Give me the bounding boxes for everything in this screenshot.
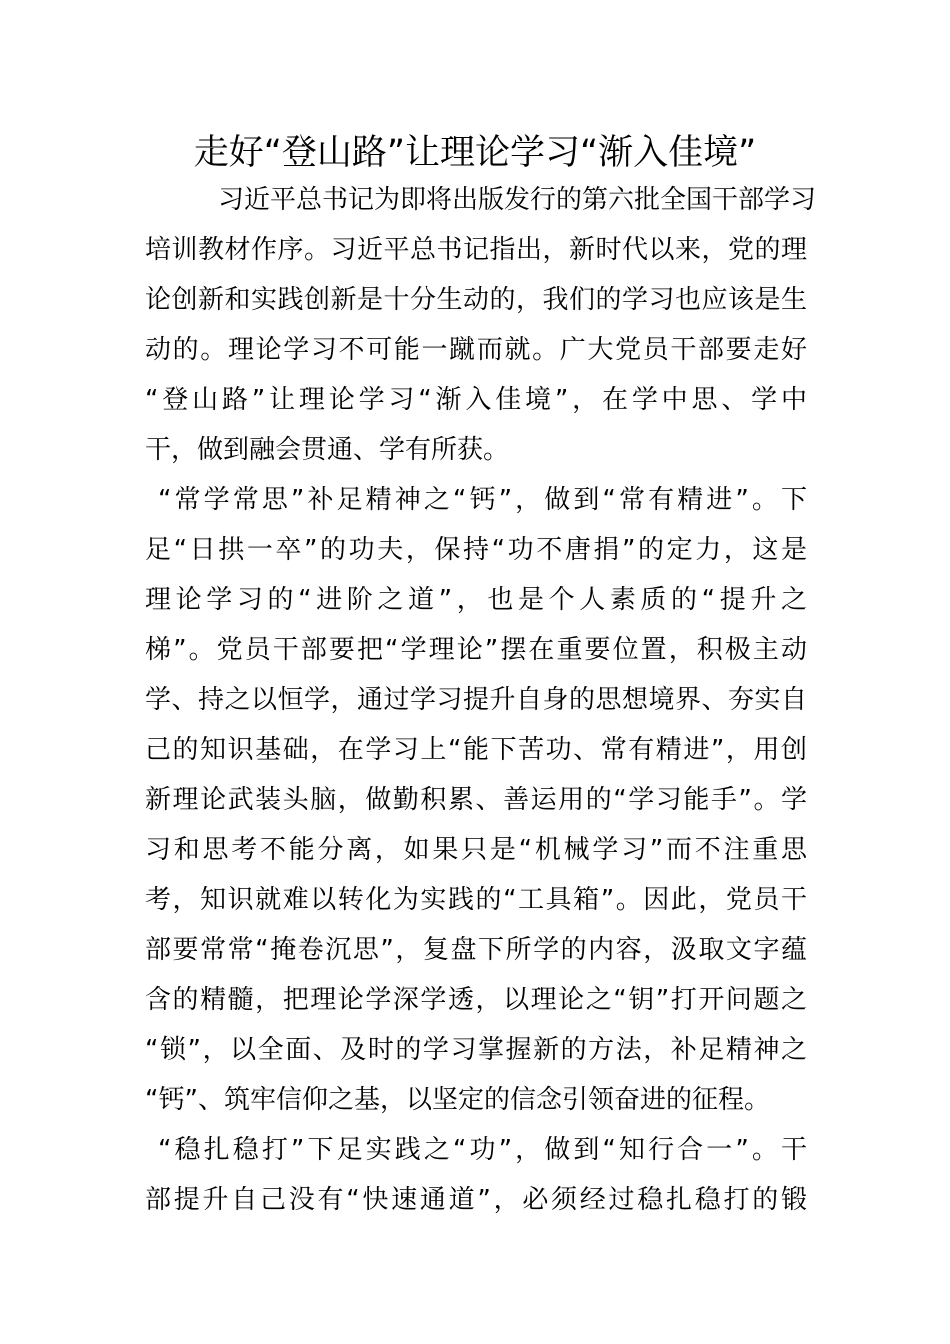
paragraph-1-line-3: 论创新和实践创新是十分生动的，我们的学习也应该是生 [145, 285, 807, 315]
paragraph-2-line-5: 学、持之以恒学，通过学习提升自身的思想境界、夯实自 [145, 685, 807, 715]
paragraph-3-line-2: 部提升自己没有“快速通道”，必须经过稳扎稳打的锻 [145, 1185, 807, 1215]
paragraph-2-line-10: 部要常常“掩卷沉思”，复盘下所学的内容，汲取文字蕴 [145, 935, 807, 965]
paragraph-1-line-5: “登山路”让理论学习“渐入佳境”，在学中思、学中 [145, 385, 807, 415]
paragraph-2-line-6: 己的知识基础，在学习上“能下苦功、常有精进”，用创 [145, 735, 807, 765]
paragraph-2-line-3: 理论学习的“进阶之道”，也是个人素质的“提升之 [145, 585, 807, 615]
paragraph-2-line-2: 足“日拱一卒”的功夫，保持“功不唐捐”的定力，这是 [145, 535, 807, 565]
article-title: 走好“登山路”让理论学习“渐入佳境” [193, 133, 757, 173]
paragraph-3-line-1: “稳扎稳打”下足实践之“功”，做到“知行合一”。干 [158, 1135, 807, 1165]
paragraph-1-line-4: 动的。理论学习不可能一蹴而就。广大党员干部要走好 [145, 335, 807, 365]
paragraph-1-line-2: 培训教材作序。习近平总书记指出，新时代以来，党的理 [145, 235, 807, 265]
paragraph-2-line-12: “锁”，以全面、及时的学习掌握新的方法，补足精神之 [145, 1035, 807, 1065]
paragraph-2-line-7: 新理论武装头脑，做勤积累、善运用的“学习能手”。学 [145, 785, 807, 815]
paragraph-2-line-1: “常学常思”补足精神之“钙”，做到“常有精进”。下 [158, 485, 807, 515]
paragraph-2-line-9: 考，知识就难以转化为实践的“工具箱”。因此，党员干 [145, 885, 807, 915]
paragraph-2-line-11: 含的精髓，把理论学深学透，以理论之“钥”打开问题之 [145, 985, 807, 1015]
paragraph-1-line-1: 习近平总书记为即将出版发行的第六批全国干部学习 [218, 185, 817, 215]
paragraph-1-line-6: 干，做到融会贯通、学有所获。 [145, 435, 510, 465]
paragraph-2-line-4: 梯”。党员干部要把“学理论”摆在重要位置，积极主动 [145, 635, 807, 665]
paragraph-2-line-8: 习和思考不能分离，如果只是“机械学习”而不注重思 [145, 835, 807, 865]
paragraph-2-line-13: “钙”、筑牢信仰之基，以坚定的信念引领奋进的征程。 [145, 1085, 770, 1115]
